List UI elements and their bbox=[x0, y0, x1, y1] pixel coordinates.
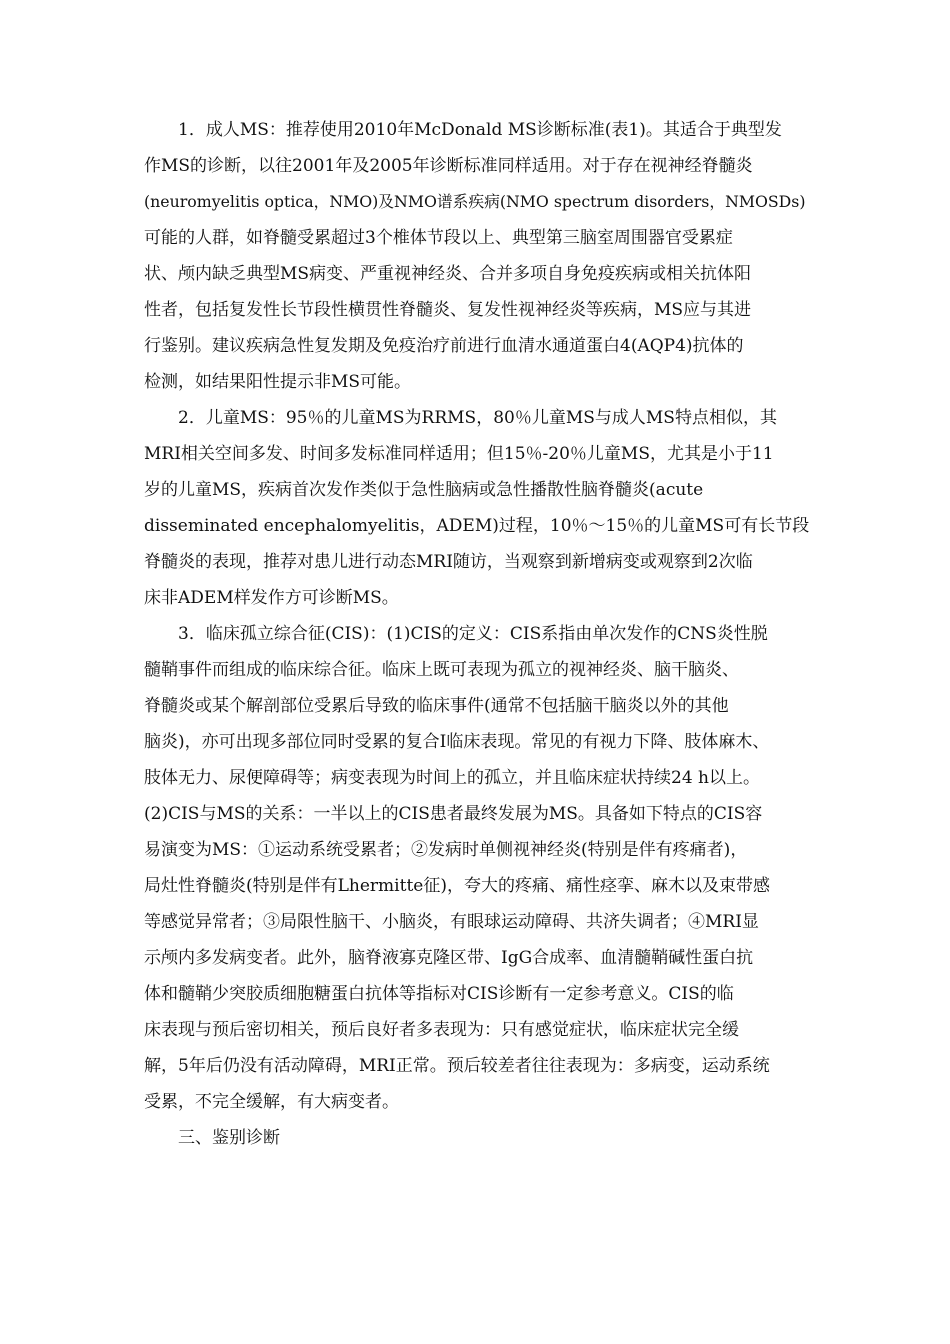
text-line: 髓鞘事件而组成的临床综合征。临床上既可表现为孤立的视神经炎、脑干脑炎、 bbox=[144, 660, 739, 680]
text-line: 可能的人群，如脊髓受累超过3个椎体节段以上、典型第三脑室周围器官受累症 bbox=[144, 228, 733, 248]
text-line: 示颅内多发病变者。此外，脑脊液寡克隆区带、IgG合成率、血清髓鞘碱性蛋白抗 bbox=[144, 948, 754, 968]
text-line: 受累，不完全缓解，有大病变者。 bbox=[144, 1092, 399, 1112]
text-line: 行鉴别。建议疾病急性复发期及免疫治疗前进行血清水通道蛋白4(AQP4)抗体的 bbox=[144, 336, 744, 356]
text-line: 性者，包括复发性长节段性横贯性脊髓炎、复发性视神经炎等疾病，MS应与其进 bbox=[144, 300, 752, 320]
text-line: 等感觉异常者；③局限性脑干、小脑炎，有眼球运动障碍、共济失调者；④MRI显 bbox=[144, 912, 759, 932]
text-line: 脑炎)，亦可出现多部位同时受累的复合I临床表现。常见的有视力下降、肢体麻木、 bbox=[144, 732, 770, 752]
text-line: 2．儿童MS：95％的儿童MS为RRMS，80％儿童MS与成人MS特点相似，其 bbox=[144, 408, 777, 428]
section-heading: 三、鉴别诊断 bbox=[144, 1128, 280, 1148]
text-line: 解，5年后仍没有活动障碍，MRI正常。预后较差者往往表现为：多病变，运动系统 bbox=[144, 1056, 770, 1076]
text-line: 易演变为MS：①运动系统受累者；②发病时单侧视神经炎(特别是伴有疼痛者)， bbox=[144, 840, 748, 860]
text-line: 脊髓炎或某个解剖部位受累后导致的临床事件(通常不包括脑干脑炎以外的其他 bbox=[144, 696, 729, 716]
text-line: 肢体无力、尿便障碍等；病变表现为时间上的孤立，并且临床症状持续24 h以上。 bbox=[144, 768, 760, 788]
text-line: 床表现与预后密切相关，预后良好者多表现为：只有感觉症状，临床症状完全缓 bbox=[144, 1020, 739, 1040]
text-line: 岁的儿童MS，疾病首次发作类似于急性脑病或急性播散性脑脊髓炎(acute bbox=[144, 480, 704, 500]
text-line: 状、颅内缺乏典型MS病变、严重视神经炎、合并多项自身免疫疾病或相关抗体阳 bbox=[144, 264, 752, 284]
text-line: 3．临床孤立综合征(CIS)：(1)CIS的定义：CIS系指由单次发作的CNS炎性脱 bbox=[144, 624, 768, 644]
text-line: (neuromyelitis optica，NMO)及NMO谱系疾病(NMO spectrum disorders，NMOSDs) bbox=[144, 192, 806, 211]
text-line: 体和髓鞘少突胶质细胞糖蛋白抗体等指标对CIS诊断有一定参考意义。CIS的临 bbox=[144, 984, 734, 1004]
text-line: 检测，如结果阳性提示非MS可能。 bbox=[144, 372, 412, 392]
text-line: 局灶性脊髓炎(特别是伴有Lhermitte征)，夸大的疼痛、痛性痉挛、麻木以及束带感 bbox=[144, 876, 770, 896]
text-line: disseminated encephalomyelitis，ADEM)过程，10％～15％的儿童MS可有长节段 bbox=[144, 516, 810, 536]
text-line: 床非ADEM样发作方可诊断MS。 bbox=[144, 588, 399, 608]
text-line: 1．成人MS：推荐使用2010年McDonald MS诊断标准(表1)。其适合于典型发 bbox=[144, 120, 782, 140]
text-line: 作MS的诊断，以往2001年及2005年诊断标准同样适用。对于存在视神经脊髓炎 bbox=[144, 156, 753, 176]
text-line: (2)CIS与MS的关系：一半以上的CIS患者最终发展为MS。具备如下特点的CIS容 bbox=[144, 804, 763, 824]
text-line: 脊髓炎的表现，推荐对患儿进行动态MRI随访，当观察到新增病变或观察到2次临 bbox=[144, 552, 753, 572]
text-line: MRI相关空间多发、时间多发标准同样适用；但15％-20％儿童MS，尤其是小于11 bbox=[144, 444, 774, 464]
